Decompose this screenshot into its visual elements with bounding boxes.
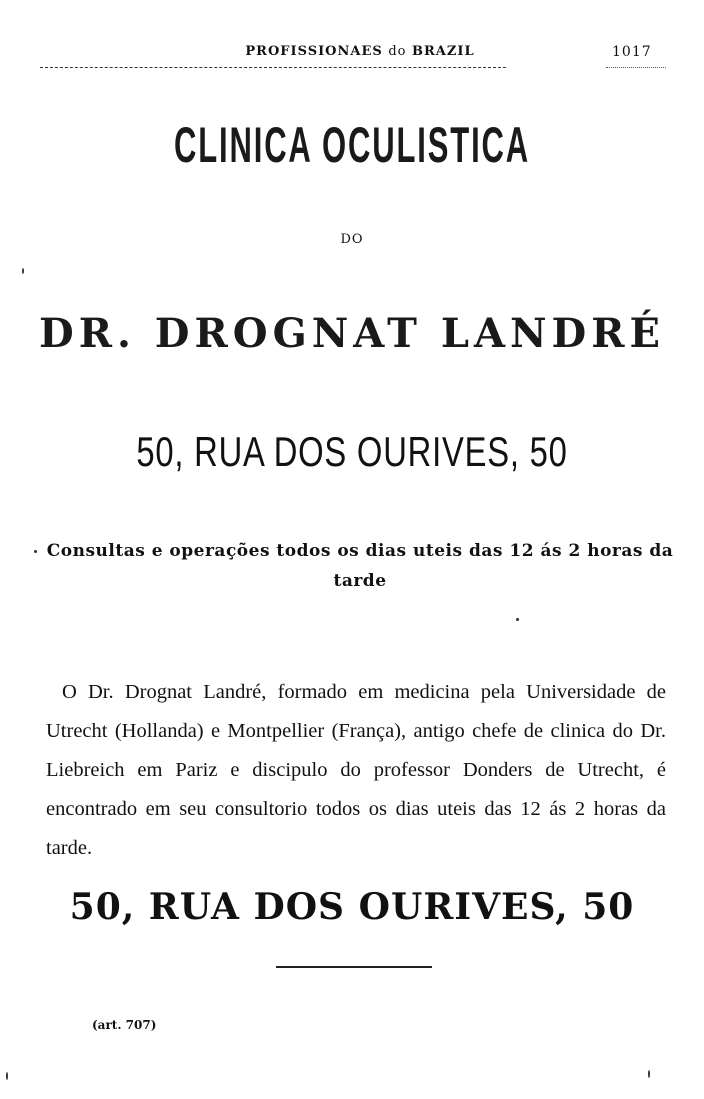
print-speck	[6, 1072, 8, 1080]
print-speck	[648, 1070, 650, 1078]
page-number: 1017	[612, 44, 652, 60]
article-reference: (art. 707)	[92, 1018, 157, 1032]
running-title-end: BRAZIL	[412, 44, 475, 59]
consultation-hours: Consultas e operações todos os dias uteis das 12 ás 2 horas da tarde	[46, 541, 674, 591]
running-title-connector: do	[388, 44, 407, 59]
address-footer: 50, RUA DOS OURIVES, 50	[69, 886, 635, 928]
print-speck	[34, 550, 37, 553]
running-head	[200, 44, 520, 59]
header-rule	[40, 67, 506, 68]
clinic-title: CLINICA OCULISTICA	[173, 117, 531, 173]
doctor-name: DR. DROGNAT LANDRÉ	[39, 310, 665, 357]
running-title: PROFISSIONAES	[245, 44, 383, 59]
print-speck	[516, 618, 519, 621]
closing-rule	[276, 966, 432, 968]
print-speck	[22, 268, 24, 274]
do-word: DO	[340, 232, 364, 247]
address-heading: 50, RUA DOS OURIVES, 50	[136, 428, 568, 475]
body-paragraph: O Dr. Drognat Landré, formado em medicina pela Universidade de Utrecht (Hollanda) e Montpellier (França), antigo chefe de clinica do Dr. Liebreich em Pariz e discipulo do professor Donders de Utrecht, é encontrado em seu consultorio todos os dias uteis das 12 ás 2 horas da tarde.	[46, 680, 666, 859]
header-rule-right	[606, 67, 666, 68]
